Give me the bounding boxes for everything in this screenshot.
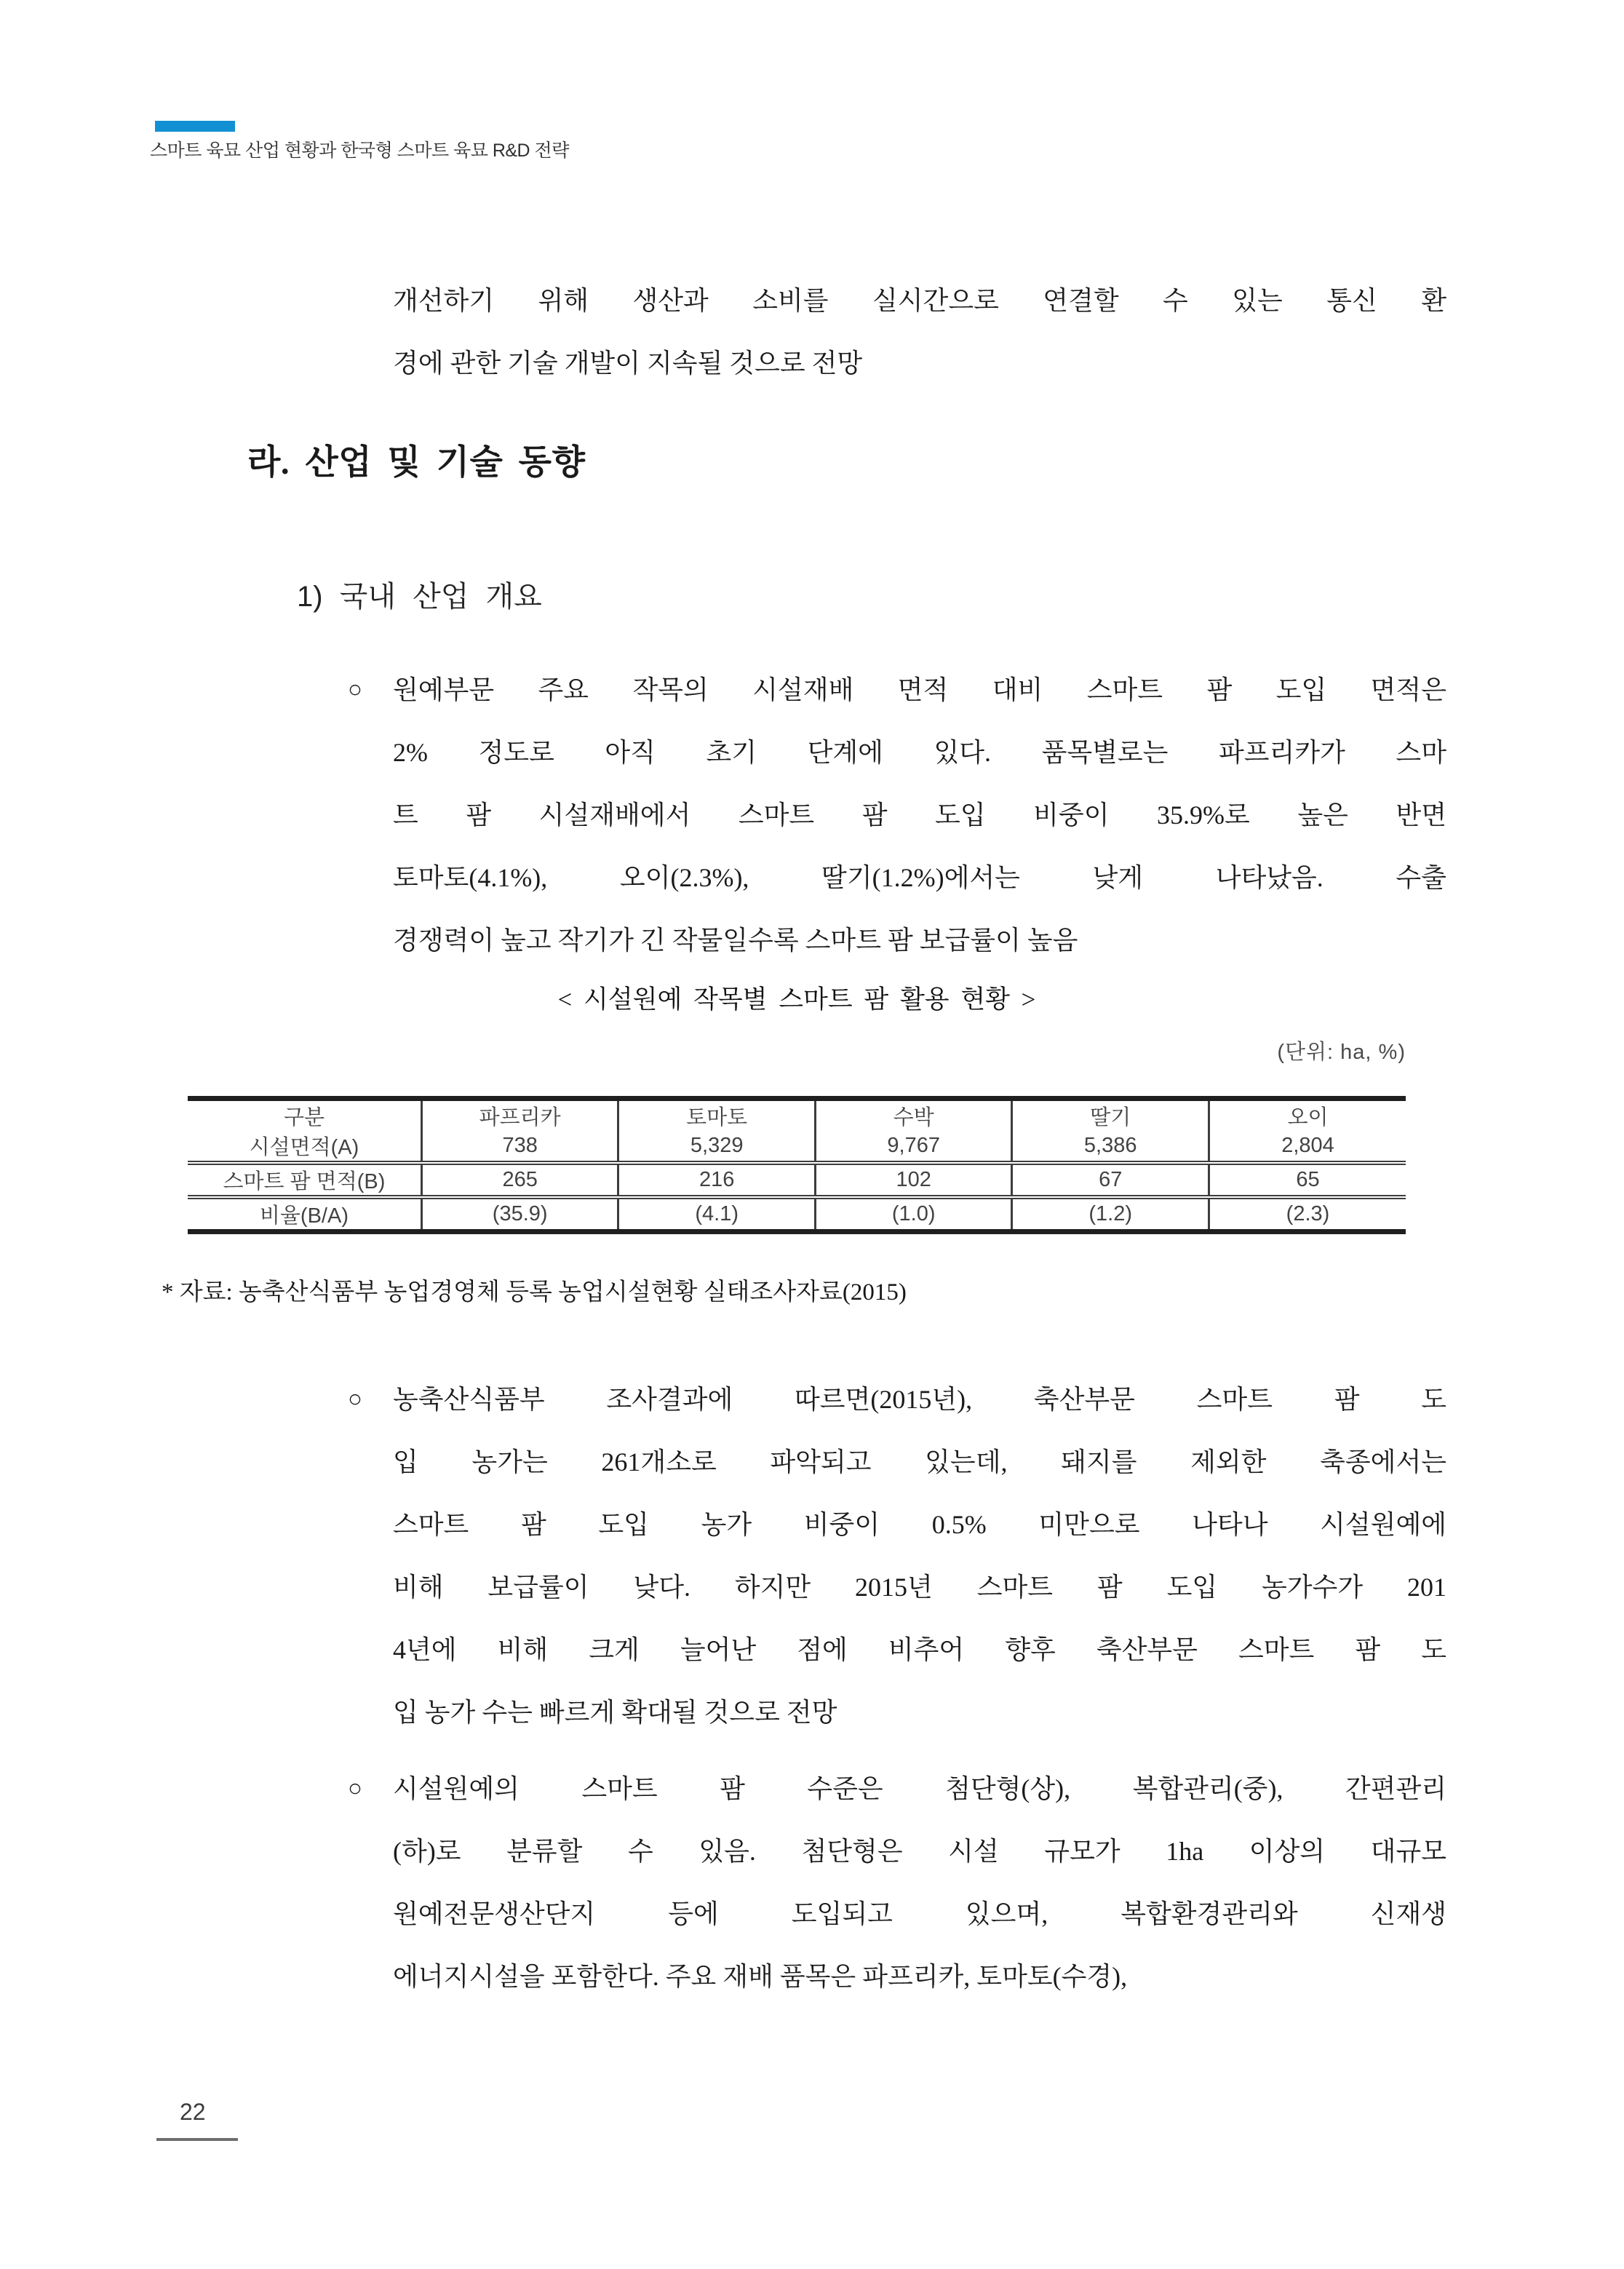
table-cell: (1.0) <box>815 1197 1012 1232</box>
table-cell: 2,804 <box>1209 1131 1406 1163</box>
table-header-row <box>188 1099 1406 1132</box>
table-row-label: 시설면적(A) <box>249 1136 359 1159</box>
page-number: 22 <box>180 2099 206 2125</box>
bullet-circle-icon: ○ <box>348 677 362 703</box>
table-cell: 738 <box>421 1131 618 1163</box>
table-column-header: 딸기 <box>1012 1099 1209 1132</box>
table-caption: < 시설원예 작목별 스마트 팜 활용 현황 > <box>557 985 1036 1014</box>
bullet-paragraph-text <box>393 659 1446 971</box>
table-cell: 5,329 <box>618 1131 816 1163</box>
table-column-header: 파프리카 <box>421 1099 618 1132</box>
body-text-line: 에너지시설을 포함한다. 주요 재배 품목은 파프리카, 토마토(수경), <box>393 1962 1128 1991</box>
body-text-line: 경에 관한 기술 개발이 지속될 것으로 전망 <box>393 349 863 378</box>
body-text-line: 2% 정도로 아직 초기 단계에 있다. 품목별로는 파프리카가 스마 <box>393 738 1446 767</box>
subsection-heading: 1) 국내 산업 개요 <box>297 581 542 613</box>
bullet-paragraph-2 <box>348 1368 1446 1754</box>
header-accent-bar <box>155 121 235 132</box>
bullet-circle-icon: ○ <box>348 1776 362 1802</box>
table-column-header: 수박 <box>815 1099 1012 1132</box>
body-text-line: 경쟁력이 높고 작기가 긴 작물일수록 스마트 팜 보급률이 높음 <box>393 926 1078 955</box>
body-text-line: (하)로 분류할 수 있음. 첨단형은 시설 규모가 1ha 이상의 대규모 <box>393 1837 1446 1866</box>
smart-farm-usage-table <box>188 1096 1406 1234</box>
body-text-line: 토마토(4.1%), 오이(2.3%), 딸기(1.2%)에서는 낮게 나타났음. 수출 <box>393 863 1446 892</box>
body-text-line: 스마트 팜 도입 농가 비중이 0.5% 미만으로 나타나 시설원예에 <box>393 1510 1446 1539</box>
body-text-line: 비해 보급률이 낮다. 하지만 2015년 스마트 팜 도입 농가수가 201 <box>393 1573 1446 1602</box>
body-text-line: 개선하기 위해 생산과 소비를 실시간으로 연결할 수 있는 통신 환 <box>393 286 1446 315</box>
table-cell: 102 <box>815 1163 1012 1197</box>
body-text-line: 시설원예의 스마트 팜 수준은 첨단형(상), 복합관리(중), 간편관리 <box>393 1774 1446 1803</box>
table-row-label: 스마트 팜 면적(B) <box>223 1170 386 1193</box>
body-text-line: 입 농가는 261개소로 파악되고 있는데, 돼지를 제외한 축종에서는 <box>393 1447 1446 1477</box>
bullet-paragraph-text <box>393 1757 1446 2008</box>
body-text-line: 농축산식품부 조사결과에 따르면(2015년), 축산부문 스마트 팜 도 <box>393 1385 1446 1414</box>
body-text-line: 트 팜 시설재배에서 스마트 팜 도입 비중이 35.9%로 높은 반면 <box>393 800 1446 830</box>
intro-paragraph <box>393 269 1446 394</box>
body-text-line: 4년에 비해 크게 늘어난 점에 비추어 향후 축산부문 스마트 팜 도 <box>393 1635 1446 1664</box>
table-cell: (1.2) <box>1012 1197 1209 1232</box>
footer-rule <box>156 2138 238 2141</box>
table-row <box>188 1131 1406 1163</box>
running-header-title: 스마트 육묘 산업 현황과 한국형 스마트 육묘 R&D 전략 <box>150 140 569 161</box>
table-column-header: 오이 <box>1209 1099 1406 1132</box>
body-text-line: 입 농가 수는 빠르게 확대될 것으로 전망 <box>393 1698 837 1727</box>
bullet-paragraph-1 <box>348 659 1446 979</box>
bullet-paragraph-3 <box>348 1757 1446 2019</box>
table-unit-label: (단위: ha, %) <box>1277 1041 1406 1064</box>
body-text-line: 원예부문 주요 작목의 시설재배 면적 대비 스마트 팜 도입 면적은 <box>393 675 1446 704</box>
table-row <box>188 1163 1406 1197</box>
table-source-note: * 자료: 농축산식품부 농업경영체 등록 농업시설현황 실태조사자료(2015) <box>162 1279 907 1306</box>
bullet-paragraph-text <box>393 1368 1446 1744</box>
table-row-label: 비율(B/A) <box>259 1204 349 1228</box>
table-cell: 67 <box>1012 1163 1209 1197</box>
bullet-circle-icon: ○ <box>348 1386 362 1412</box>
table-column-header: 구분 <box>283 1106 325 1129</box>
table-cell: 216 <box>618 1163 816 1197</box>
table-row <box>188 1197 1406 1232</box>
table-cell: 265 <box>421 1163 618 1197</box>
table-cell: 5,386 <box>1012 1131 1209 1163</box>
table-cell: 65 <box>1209 1163 1406 1197</box>
table-cell: (35.9) <box>421 1197 618 1232</box>
table-column-header: 토마토 <box>618 1099 816 1132</box>
section-heading: 라. 산업 및 기술 동향 <box>247 444 586 482</box>
table-cell: (2.3) <box>1209 1197 1406 1232</box>
table-cell: (4.1) <box>618 1197 816 1232</box>
body-text-line: 원예전문생산단지 등에 도입되고 있으며, 복합환경관리와 신재생 <box>393 1899 1446 1928</box>
table-cell: 9,767 <box>815 1131 1012 1163</box>
